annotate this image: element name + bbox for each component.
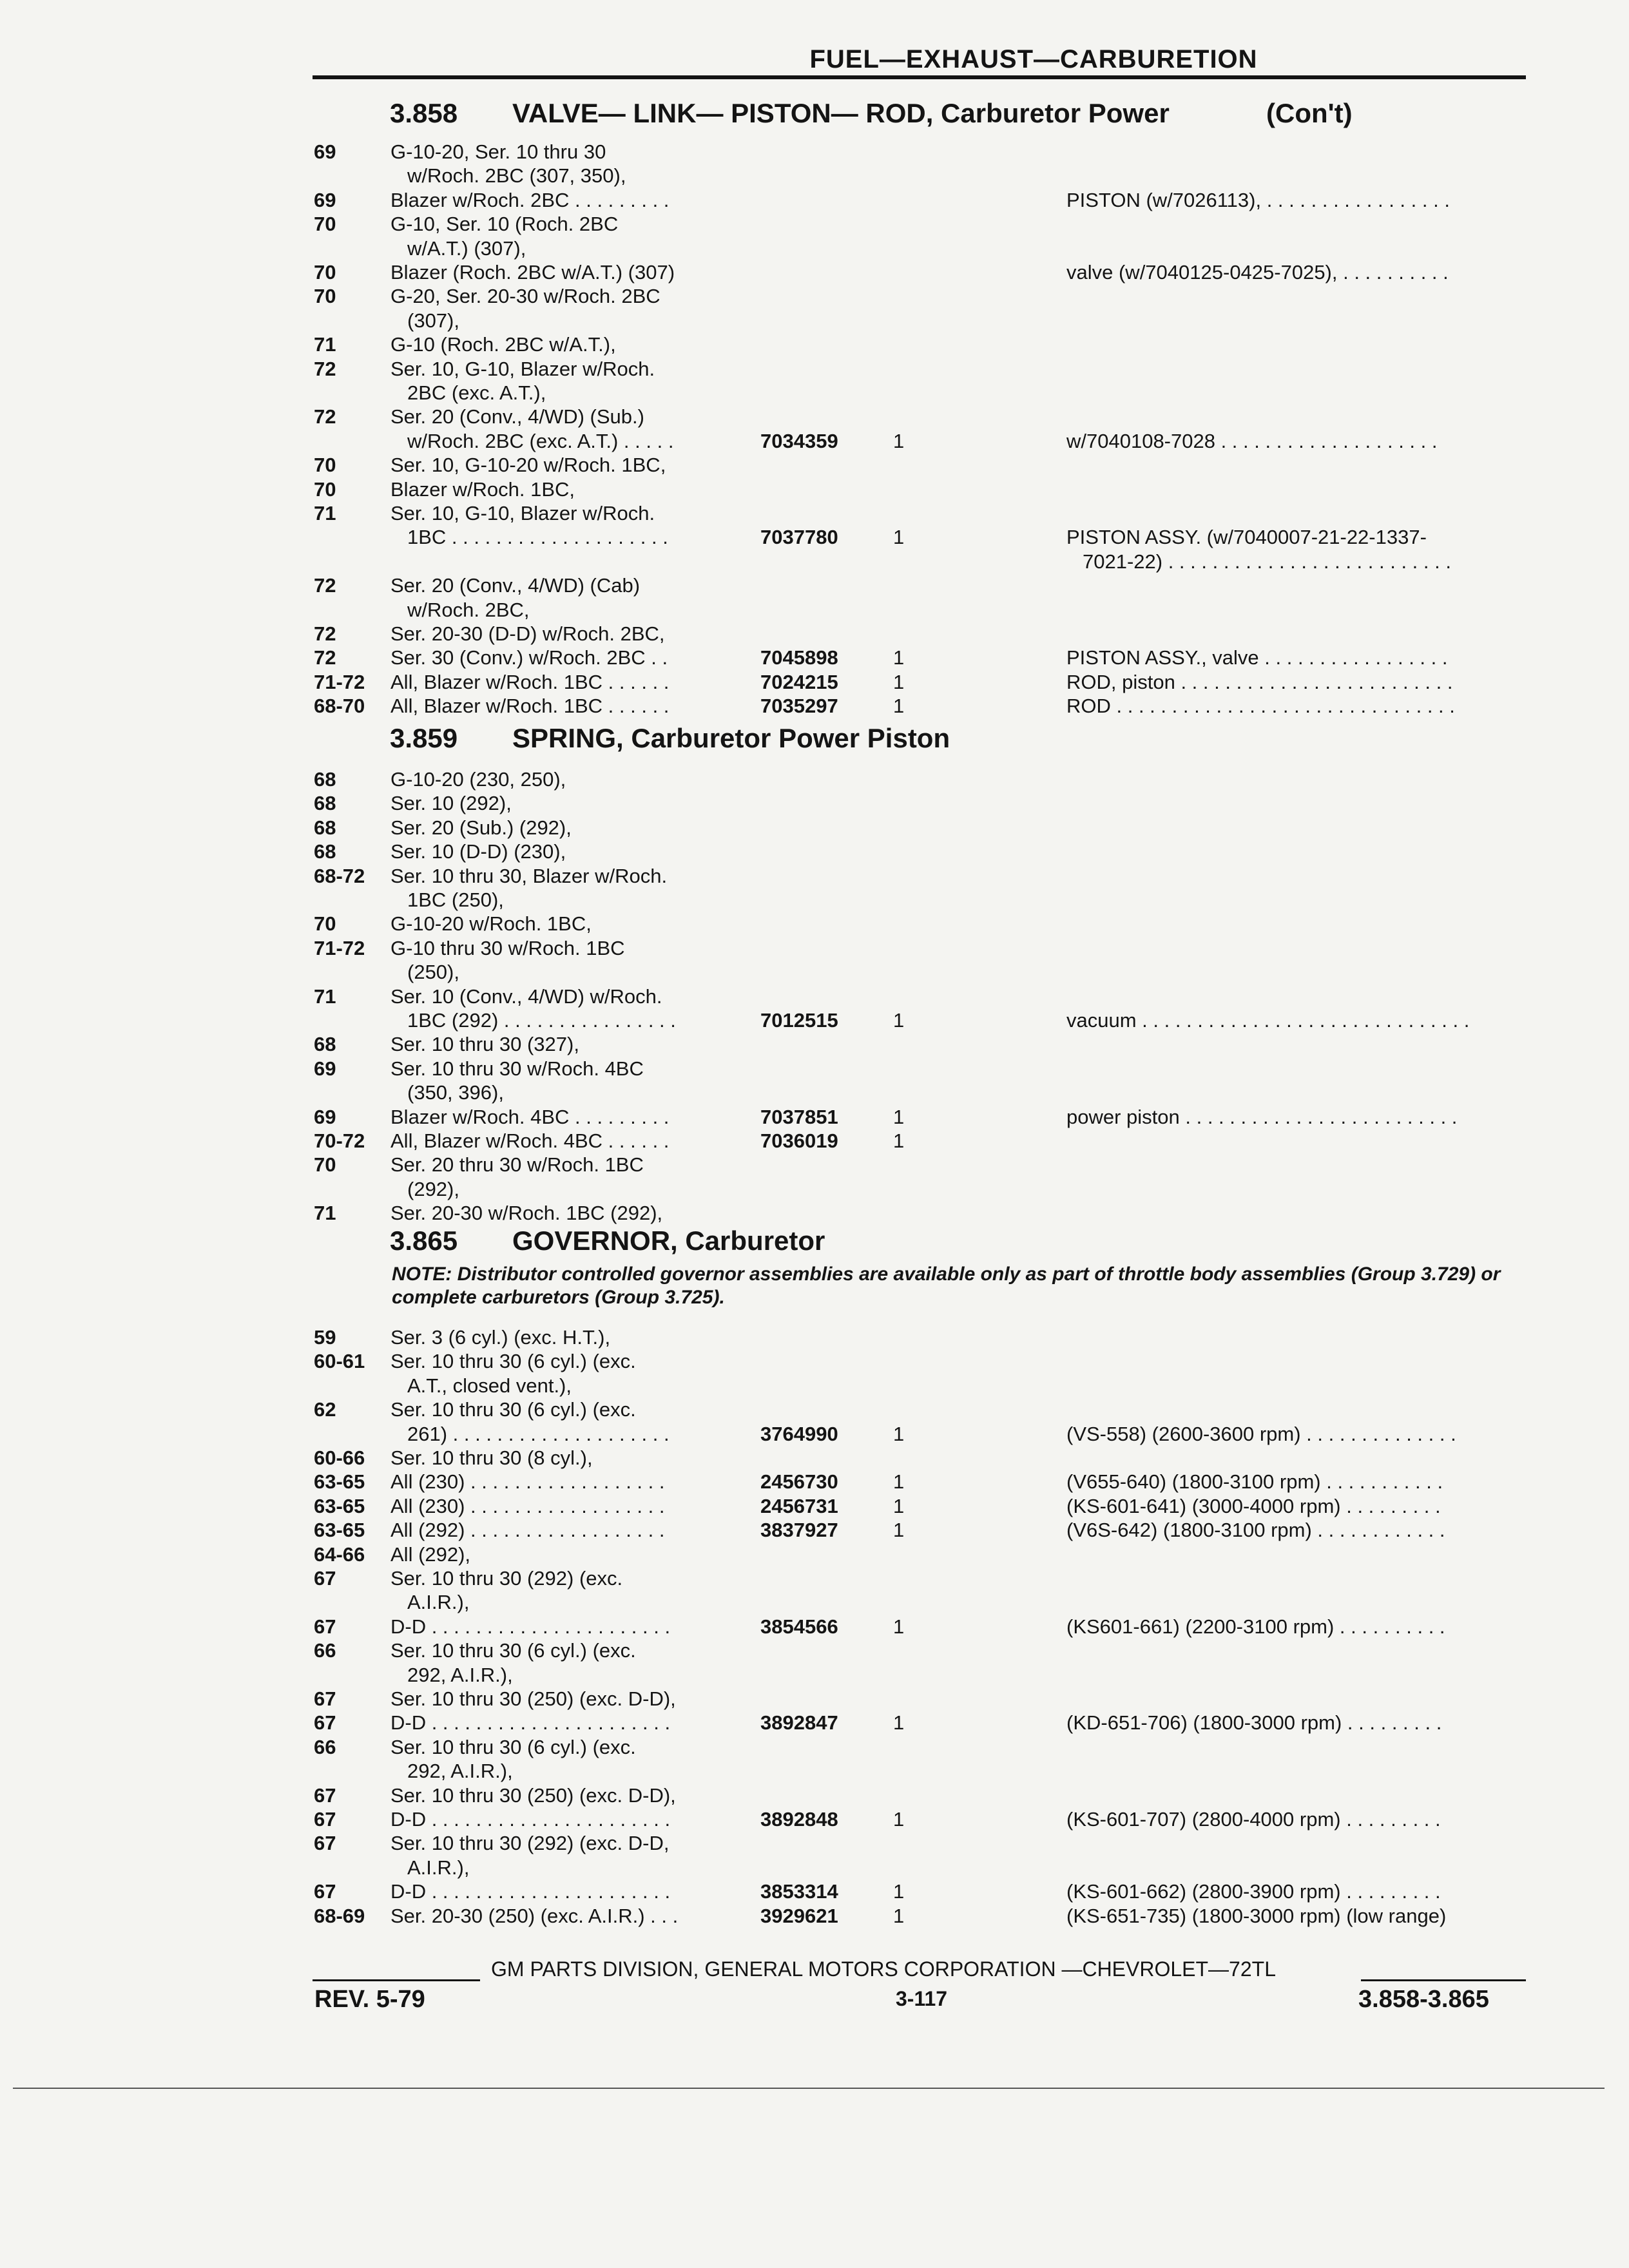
application-description: 1BC (250), (407, 889, 504, 911)
model-year: 69 (314, 1105, 336, 1128)
application-description: Ser. 30 (Conv.) w/Roch. 2BC . . (390, 646, 668, 669)
section-heading-3-858 (390, 98, 1353, 129)
table-row (0, 358, 1629, 381)
table-row (0, 1009, 1629, 1032)
table-row (0, 1202, 1629, 1225)
page-header: FUEL—EXHAUST—CARBURETION (809, 45, 1258, 73)
application-description: All (230) . . . . . . . . . . . . . . . . . . (390, 1470, 665, 1494)
model-year: 68 (314, 768, 336, 791)
table-row (0, 937, 1629, 960)
table-row (0, 1905, 1629, 1928)
part-notes: ROD . . . . . . . . . . . . . . . . . . . . . . . . . . . . . . . (1066, 695, 1455, 718)
model-year: 70 (314, 477, 336, 501)
section-title: GOVERNOR, Carburetor (512, 1225, 825, 1256)
part-notes: ROD, piston . . . . . . . . . . . . . . . . . . . . . . . . . (1066, 670, 1453, 693)
application-description: Ser. 10 thru 30 (250) (exc. D-D), (390, 1687, 676, 1710)
section-number: 3.865 (390, 1225, 458, 1256)
part-notes: (KS-601-707) (2800-4000 rpm) . . . . . . . . . (1066, 1808, 1441, 1831)
application-description: Ser. 20-30 (250) (exc. A.I.R.) . . . (390, 1904, 679, 1927)
application-description: 1BC . . . . . . . . . . . . . . . . . . . . (407, 526, 668, 549)
table-row (0, 550, 1629, 573)
application-description: D-D . . . . . . . . . . . . . . . . . . . . . . (390, 1880, 671, 1903)
application-description: Ser. 20-30 w/Roch. 1BC (292), (390, 1202, 663, 1225)
table-row (0, 1470, 1629, 1494)
table-row (0, 502, 1629, 525)
application-description: Ser. 20 (Conv., 4/WD) (Sub.) (390, 405, 644, 428)
table-row (0, 285, 1629, 308)
part-number: 3837927 (760, 1519, 838, 1542)
application-description: Ser. 10 thru 30 (6 cyl.) (exc. (390, 1350, 636, 1373)
model-year: 71 (314, 502, 336, 524)
header-rule (313, 75, 1526, 79)
table-row (0, 961, 1629, 984)
table-row (0, 261, 1629, 284)
application-description: G-10, Ser. 10 (Roch. 2BC (390, 213, 619, 236)
table-row (0, 1350, 1629, 1373)
model-year: 63-65 (314, 1470, 365, 1494)
part-notes: power piston . . . . . . . . . . . . . . . . . . . . . . . . . (1066, 1105, 1458, 1128)
part-number: 3929621 (760, 1904, 838, 1927)
table-row (0, 865, 1629, 888)
quantity: 1 (893, 670, 905, 693)
application-description: D-D . . . . . . . . . . . . . . . . . . . . . . (390, 1808, 671, 1831)
model-year: 69 (314, 188, 336, 211)
application-description: All, Blazer w/Roch. 4BC . . . . . . (390, 1129, 670, 1152)
part-notes: w/7040108-7028 . . . . . . . . . . . . . . . . . . . . (1066, 429, 1438, 452)
footer-page-number: 3-117 (896, 1987, 948, 2010)
model-year: 71 (314, 333, 336, 356)
model-year: 71 (314, 985, 336, 1008)
model-year: 67 (314, 1808, 336, 1831)
model-year: 67 (314, 1832, 336, 1855)
part-notes: (KS-601-662) (2800-3900 rpm) . . . . . . . . . (1066, 1880, 1441, 1903)
table-row (0, 1591, 1629, 1614)
table-row (0, 1423, 1629, 1446)
part-number: 3853314 (760, 1880, 838, 1903)
table-row (0, 1687, 1629, 1711)
part-notes: (VS-558) (2600-3600 rpm) . . . . . . . . . . . . . . (1066, 1422, 1456, 1445)
application-description: A.T., closed vent.), (407, 1374, 572, 1397)
application-description: w/Roch. 2BC (exc. A.T.) . . . . . (407, 429, 674, 452)
model-year: 69 (314, 140, 336, 163)
model-year: 71-72 (314, 936, 365, 959)
quantity: 1 (893, 1904, 905, 1927)
part-notes: (KS-651-735) (1800-3000 rpm) (low range) (1066, 1904, 1447, 1927)
part-number: 7037851 (760, 1105, 838, 1128)
model-year: 66 (314, 1639, 336, 1662)
model-year: 70 (314, 285, 336, 308)
model-year: 67 (314, 1880, 336, 1903)
application-description: All (292) . . . . . . . . . . . . . . . . . . (390, 1519, 665, 1542)
model-year: 68-69 (314, 1904, 365, 1927)
part-notes: vacuum . . . . . . . . . . . . . . . . . . . . . . . . . . . . . . (1066, 1009, 1470, 1032)
table-row (0, 1567, 1629, 1590)
application-description: (307), (407, 309, 459, 332)
application-description: G-10 thru 30 w/Roch. 1BC (390, 936, 625, 959)
footer-revision: REV. 5-79 (314, 1986, 425, 2013)
table-row (0, 1784, 1629, 1807)
application-description: All (230) . . . . . . . . . . . . . . . . . . (390, 1494, 665, 1517)
table-row (0, 1615, 1629, 1639)
model-year: 66 (314, 1735, 336, 1758)
section-title: SPRING, Carburetor Power Piston (512, 723, 950, 753)
model-year: 71 (314, 1202, 336, 1225)
model-year: 70 (314, 912, 336, 936)
model-year: 71-72 (314, 670, 365, 693)
section-title: VALVE— LINK— PISTON— ROD, Carburetor Power (512, 98, 1170, 128)
application-description: D-D . . . . . . . . . . . . . . . . . . . . . . (390, 1711, 671, 1735)
table-row (0, 454, 1629, 477)
table-row (0, 695, 1629, 718)
footer-rule-left (313, 1979, 480, 1981)
model-year: 67 (314, 1783, 336, 1807)
application-description: Ser. 10, G-10-20 w/Roch. 1BC, (390, 454, 666, 477)
table-row (0, 213, 1629, 236)
application-description: Ser. 10 thru 30 (8 cyl.), (390, 1446, 593, 1469)
model-year: 60-66 (314, 1446, 365, 1469)
footer-division: GM PARTS DIVISION, GENERAL MOTORS CORPORATION —CHEVROLET—72TL (491, 1957, 1276, 1981)
model-year: 68 (314, 792, 336, 815)
quantity: 1 (893, 1711, 905, 1735)
model-year: 67 (314, 1711, 336, 1735)
application-description: Ser. 10 (292), (390, 792, 512, 815)
model-year: 72 (314, 574, 336, 597)
table-row (0, 985, 1629, 1008)
part-number: 3892848 (760, 1808, 838, 1831)
table-row (0, 237, 1629, 260)
application-description: (250), (407, 961, 459, 984)
table-row (0, 140, 1629, 164)
application-description: Ser. 20-30 (D-D) w/Roch. 2BC, (390, 622, 665, 645)
part-number: 7012515 (760, 1009, 838, 1032)
model-year: 70-72 (314, 1129, 365, 1152)
application-description: 1BC (292) . . . . . . . . . . . . . . . . (407, 1009, 676, 1032)
part-notes: 7021-22) . . . . . . . . . . . . . . . . . . . . . . . . . . (1083, 550, 1451, 573)
model-year: 70 (314, 1153, 336, 1177)
part-number: 2456731 (760, 1494, 838, 1517)
quantity: 1 (893, 1615, 905, 1638)
part-number: 7034359 (760, 429, 838, 452)
quantity: 1 (893, 1880, 905, 1903)
application-description: 2BC (exc. A.T.), (407, 381, 546, 404)
table-row (0, 478, 1629, 501)
model-year: 70 (314, 261, 336, 284)
part-notes: (V655-640) (1800-3100 rpm) . . . . . . . . . . . (1066, 1470, 1443, 1494)
section-heading-3-859 (390, 723, 950, 754)
application-description: Blazer w/Roch. 1BC, (390, 477, 575, 501)
application-description: All (292), (390, 1542, 471, 1566)
application-description: w/Roch. 2BC (307, 350), (407, 164, 626, 187)
model-year: 67 (314, 1687, 336, 1710)
model-year: 68 (314, 816, 336, 839)
section-heading-3-865 (390, 1225, 825, 1256)
part-notes: (V6S-642) (1800-3100 rpm) . . . . . . . . . . . . (1066, 1519, 1445, 1542)
quantity: 1 (893, 1129, 905, 1152)
table-row (0, 1081, 1629, 1104)
table-row (0, 1326, 1629, 1349)
quantity: 1 (893, 695, 905, 718)
application-description: Ser. 10 (D-D) (230), (390, 840, 566, 863)
model-year: 68-70 (314, 695, 365, 718)
part-notes: valve (w/7040125-0425-7025), . . . . . . . . . . (1066, 261, 1449, 284)
model-year: 59 (314, 1326, 336, 1349)
model-year: 63-65 (314, 1494, 365, 1517)
part-number: 3764990 (760, 1422, 838, 1445)
table-row (0, 1832, 1629, 1855)
part-notes: (KS601-661) (2200-3100 rpm) . . . . . . . . . . (1066, 1615, 1445, 1638)
part-notes: PISTON ASSY. (w/7040007-21-22-1337- (1066, 526, 1427, 549)
table-row (0, 1856, 1629, 1879)
application-description: (292), (407, 1177, 459, 1200)
table-row (0, 889, 1629, 912)
page-bottom-rule (13, 2088, 1605, 2089)
part-number: 3854566 (760, 1615, 838, 1638)
application-description: (350, 396), (407, 1081, 504, 1104)
application-description: Blazer w/Roch. 2BC . . . . . . . . . (390, 188, 670, 211)
application-description: Ser. 10, G-10, Blazer w/Roch. (390, 502, 655, 524)
section-number: 3.858 (390, 98, 458, 128)
table-row (0, 574, 1629, 597)
table-row (0, 430, 1629, 453)
model-year: 67 (314, 1567, 336, 1590)
quantity: 1 (893, 526, 905, 549)
application-description: All, Blazer w/Roch. 1BC . . . . . . (390, 695, 670, 718)
model-year: 68 (314, 840, 336, 863)
application-description: 261) . . . . . . . . . . . . . . . . . . . . (407, 1422, 670, 1445)
table-row (0, 405, 1629, 428)
application-description: All, Blazer w/Roch. 1BC . . . . . . (390, 670, 670, 693)
quantity: 1 (893, 1422, 905, 1445)
application-description: w/Roch. 2BC, (407, 598, 530, 621)
application-description: Ser. 10 thru 30 (6 cyl.) (exc. (390, 1735, 636, 1758)
application-description: Ser. 3 (6 cyl.) (exc. H.T.), (390, 1326, 611, 1349)
table-row (0, 622, 1629, 646)
model-year: 68 (314, 1033, 336, 1056)
application-description: G-20, Ser. 20-30 w/Roch. 2BC (390, 285, 660, 308)
application-description: A.I.R.), (407, 1856, 470, 1879)
footer-group-range: 3.858-3.865 (1358, 1986, 1489, 2013)
application-description: Ser. 10 thru 30 w/Roch. 4BC (390, 1057, 644, 1080)
quantity: 1 (893, 429, 905, 452)
table-row (0, 381, 1629, 405)
table-row (0, 333, 1629, 356)
quantity: 1 (893, 1470, 905, 1494)
table-row (0, 1153, 1629, 1177)
application-description: Ser. 10 thru 30 (250) (exc. D-D), (390, 1783, 676, 1807)
table-row (0, 1880, 1629, 1903)
part-notes: (KS-601-641) (3000-4000 rpm) . . . . . . . . . (1066, 1494, 1441, 1517)
quantity: 1 (893, 1105, 905, 1128)
table-row (0, 1664, 1629, 1687)
application-description: D-D . . . . . . . . . . . . . . . . . . . . . . (390, 1615, 671, 1638)
application-description: 292, A.I.R.), (407, 1663, 513, 1686)
table-row (0, 792, 1629, 815)
part-number: 7035297 (760, 695, 838, 718)
model-year: 62 (314, 1398, 336, 1421)
model-year: 67 (314, 1615, 336, 1638)
application-description: Ser. 10, G-10, Blazer w/Roch. (390, 357, 655, 380)
quantity: 1 (893, 1494, 905, 1517)
table-row (0, 164, 1629, 187)
application-description: Ser. 10 thru 30, Blazer w/Roch. (390, 864, 668, 887)
model-year: 63-65 (314, 1519, 365, 1542)
table-row (0, 671, 1629, 694)
application-description: Ser. 20 (Sub.) (292), (390, 816, 572, 839)
model-year: 70 (314, 454, 336, 477)
table-row (0, 1398, 1629, 1421)
part-number: 7024215 (760, 670, 838, 693)
quantity: 1 (893, 646, 905, 669)
application-description: Ser. 20 thru 30 w/Roch. 1BC (390, 1153, 644, 1177)
quantity: 1 (893, 1808, 905, 1831)
table-row (0, 1446, 1629, 1470)
part-notes: PISTON (w/7026113), . . . . . . . . . . . . . . . . . (1066, 188, 1450, 211)
part-number: 7045898 (760, 646, 838, 669)
table-row (0, 840, 1629, 863)
model-year: 72 (314, 405, 336, 428)
table-row (0, 1639, 1629, 1662)
table-row (0, 1711, 1629, 1735)
part-number: 7037780 (760, 526, 838, 549)
section-number: 3.859 (390, 723, 458, 753)
application-description: G-10-20 w/Roch. 1BC, (390, 912, 592, 936)
table-row (0, 1760, 1629, 1783)
application-description: G-10-20, Ser. 10 thru 30 (390, 140, 606, 163)
model-year: 64-66 (314, 1542, 365, 1566)
table-row (0, 309, 1629, 332)
model-year: 72 (314, 622, 336, 645)
governor-note: NOTE: Distributor controlled governor assemblies are available only as part of throttle body assemblies (Group 3.729) or complete carburetors (Group 3.725). (392, 1264, 1501, 1308)
model-year: 72 (314, 646, 336, 669)
application-description: G-10-20 (230, 250), (390, 768, 566, 791)
table-row (0, 526, 1629, 549)
application-description: Ser. 10 thru 30 (6 cyl.) (exc. (390, 1639, 636, 1662)
application-description: G-10 (Roch. 2BC w/A.T.), (390, 333, 616, 356)
table-row (0, 1736, 1629, 1759)
table-row (0, 816, 1629, 840)
part-notes: (KD-651-706) (1800-3000 rpm) . . . . . . . . . (1066, 1711, 1442, 1735)
table-row (0, 1033, 1629, 1056)
application-description: Ser. 10 (Conv., 4/WD) w/Roch. (390, 985, 662, 1008)
table-row (0, 1178, 1629, 1201)
application-description: Blazer w/Roch. 4BC . . . . . . . . . (390, 1105, 670, 1128)
part-number: 3892847 (760, 1711, 838, 1735)
table-row (0, 1808, 1629, 1831)
application-description: A.I.R.), (407, 1591, 470, 1614)
table-row (0, 1106, 1629, 1129)
application-description: w/A.T.) (307), (407, 236, 526, 260)
footer-rule-right (1361, 1979, 1526, 1981)
table-row (0, 768, 1629, 791)
continued-label: (Con't) (1266, 98, 1353, 128)
table-row (0, 599, 1629, 622)
application-description: Ser. 10 thru 30 (327), (390, 1033, 579, 1056)
model-year: 70 (314, 213, 336, 236)
application-description: Ser. 10 thru 30 (292) (exc. D-D, (390, 1832, 670, 1855)
part-number: 7036019 (760, 1129, 838, 1152)
model-year: 68-72 (314, 864, 365, 887)
table-row (0, 189, 1629, 212)
table-row (0, 1374, 1629, 1398)
application-description: 292, A.I.R.), (407, 1760, 513, 1783)
part-notes: PISTON ASSY., valve . . . . . . . . . . . . . . . . . (1066, 646, 1448, 669)
quantity: 1 (893, 1519, 905, 1542)
table-row (0, 1057, 1629, 1081)
application-description: Ser. 10 thru 30 (6 cyl.) (exc. (390, 1398, 636, 1421)
model-year: 72 (314, 357, 336, 380)
table-row (0, 1129, 1629, 1153)
table-row (0, 646, 1629, 669)
table-row (0, 912, 1629, 936)
table-row (0, 1543, 1629, 1566)
model-year: 69 (314, 1057, 336, 1080)
application-description: Ser. 20 (Conv., 4/WD) (Cab) (390, 574, 641, 597)
quantity: 1 (893, 1009, 905, 1032)
application-description: Blazer (Roch. 2BC w/A.T.) (307) (390, 261, 675, 284)
table-row (0, 1519, 1629, 1542)
part-number: 2456730 (760, 1470, 838, 1494)
model-year: 60-61 (314, 1350, 365, 1373)
table-row (0, 1495, 1629, 1518)
application-description: Ser. 10 thru 30 (292) (exc. (390, 1567, 623, 1590)
